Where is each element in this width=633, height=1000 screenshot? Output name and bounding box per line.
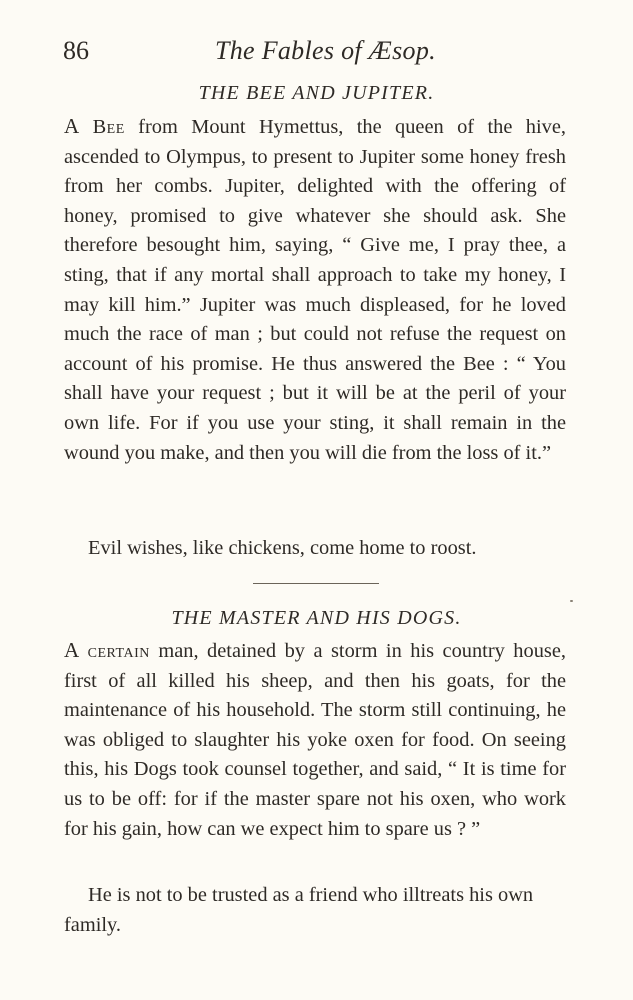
- fable-text: from Mount Hymettus, the queen of the hive, ascended to Olympus, to present to Jupiter some honey fresh from her combs. Jupiter, delighted with the offering of honey, promised to give whatever she should ask. She therefore besought him, saying, “ Give me, I pray thee, a sting, that if any mortal shall approach to take my honey, I may kill him.” Jupiter was much displeased, for he loved much the race of man ; but could not refuse the request on account of his promise. He thus answered the Bee : “ You shall have your request ; but it will be at the peril of your own life. For if you use your sting, it shall remain in the wound you make, and then you will die from the loss of it.”: [64, 116, 566, 464]
- fable-lead-word: Bee: [92, 116, 125, 138]
- section-divider: [253, 583, 379, 584]
- fable-lead-word: certain: [87, 640, 150, 662]
- fable-title-master-and-his-dogs: THE MASTER AND HIS DOGS.: [171, 607, 462, 629]
- fable-moral-master-and-his-dogs: He is not to be trusted as a friend who illtreats his own family.: [64, 884, 534, 936]
- fable-body-master-and-his-dogs: [64, 636, 566, 844]
- book-title: The Fables of Æsop.: [215, 36, 436, 65]
- fable-text: man, detained by a storm in his country house, first of all killed his sheep, and then his goats, for the maintenance of his household. The storm still continuing, he was obliged to slaughter his yoke oxen for food. On seeing this, his Dogs took counsel together, and said, “ It is time for us to be off: for if the master spare not his oxen, who work for his gain, how can we expect him to spare us ? ”: [64, 640, 566, 840]
- fable-title-bee-and-jupiter: THE BEE AND JUPITER.: [198, 82, 435, 104]
- page-number: 86: [63, 36, 89, 65]
- fable-lead-initial: A: [64, 638, 80, 662]
- fable-moral-bee-and-jupiter: Evil wishes, like chickens, come home to roost.: [88, 537, 477, 559]
- print-speck: [570, 600, 573, 602]
- fable-body-bee-and-jupiter: [64, 112, 566, 468]
- running-head: [63, 36, 568, 72]
- fable-lead-initial: A: [64, 114, 80, 138]
